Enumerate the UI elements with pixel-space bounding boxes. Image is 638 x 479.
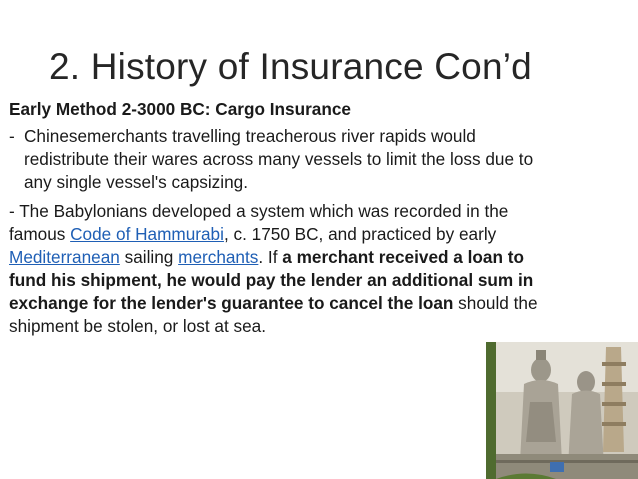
subheading: Early Method 2-3000 BC: Cargo Insurance: [9, 99, 351, 119]
paragraph-text-4: . If: [258, 247, 283, 267]
slide-body: [9, 98, 557, 338]
slide-title: 2. History of Insurance Con’d: [49, 46, 532, 87]
paragraph-text-2: , c. 1750 BC, and practiced by early: [223, 224, 497, 244]
stone-statues-photo-graphic: [486, 342, 638, 479]
code-of-hammurabi-link[interactable]: Code of Hammurabi: [70, 224, 224, 244]
paragraph-text-1: - The Babylonians developed a system which was recorded in the famous: [9, 201, 509, 244]
bullet-item: [9, 125, 557, 194]
bullet-mark: -: [9, 126, 15, 146]
paragraph-bold-text: a merchant received a loan to fund his shipment, he would pay the lender an additional sum in exchange for the lender's guarantee to cancel the loan: [9, 247, 534, 313]
merchants-link[interactable]: merchants: [178, 247, 259, 267]
mediterranean-link[interactable]: Mediterranean: [9, 247, 120, 267]
babylonian-paragraph: [9, 200, 557, 338]
stone-statues-photo: [486, 342, 638, 479]
bullet-text: Chinesemerchants travelling treacherous river rapids would redistribute their wares across many vessels to limit the loss due to any single vessel's capsizing.: [24, 126, 534, 192]
paragraph-text-3: sailing: [119, 247, 179, 267]
paragraph-text-5: should the shipment be stolen, or lost at sea.: [9, 293, 538, 336]
